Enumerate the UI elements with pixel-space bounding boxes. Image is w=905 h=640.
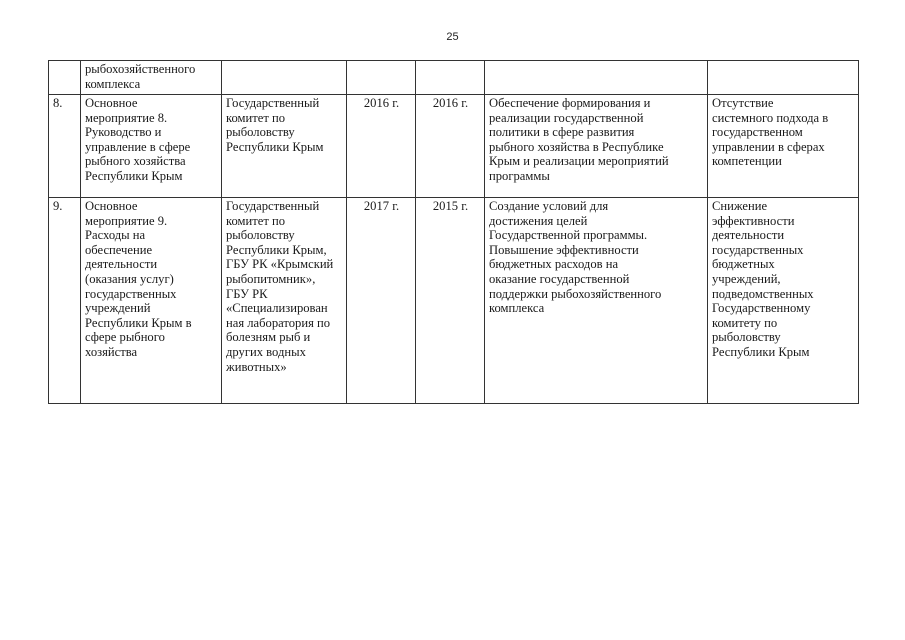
event-name-cell-line: Республики Крым в: [85, 315, 192, 330]
consequence-cell-line: бюджетных: [712, 257, 775, 272]
event-name-cell-line: Основное: [85, 96, 138, 110]
executor-cell-line: Республики Крым,: [226, 242, 327, 257]
event-name-cell-line: комплекса: [85, 76, 141, 91]
executor-cell-line: ная лаборатория по: [226, 315, 331, 330]
event-name-cell-line: сфере рыбного: [85, 330, 165, 345]
executor-cell-line: Государственный: [226, 96, 320, 110]
row-number-cell: 8.: [49, 95, 81, 198]
consequence-cell-line: компетенции: [712, 154, 782, 169]
executor-cell-line: рыболовству: [226, 228, 295, 243]
row-number-cell: [49, 61, 81, 95]
consequence-cell-line: Отсутствие: [712, 96, 774, 110]
consequence-cell: [708, 61, 859, 95]
executor-cell-line: ГБУ РК «Крымский: [226, 257, 334, 272]
executor-cell-line: рыбопитомник»,: [226, 271, 316, 286]
event-name-cell-line: Основное: [85, 199, 138, 213]
event-name-cell-line: (оказания услуг): [85, 271, 174, 286]
expected-result-cell: [485, 61, 708, 95]
event-name-cell-line: Республики Крым: [85, 168, 183, 183]
executor-cell-line: Государственный: [226, 199, 320, 213]
consequence-cell-line: государственном: [712, 125, 803, 140]
event-name-cell: [81, 95, 222, 198]
expected-result-cell-line: реализации государственной: [489, 110, 644, 125]
consequence-cell-line: государственных: [712, 242, 804, 257]
expected-result-cell: [485, 95, 708, 198]
expected-result-cell-line: Крым и реализации мероприятий: [489, 154, 669, 169]
expected-result-cell-line: оказание государственной: [489, 271, 630, 286]
consequence-cell-line: подведомственных: [712, 286, 814, 301]
start-year-cell: [347, 61, 416, 95]
executor-cell-line: рыболовству: [226, 125, 295, 140]
executor-cell-line: Республики Крым: [226, 139, 324, 154]
expected-result-cell-line: достижения целей: [489, 213, 588, 228]
consequence-cell-line: Республики Крым: [712, 344, 810, 359]
expected-result-cell-line: программы: [489, 168, 550, 183]
consequence-cell-line: комитету по: [712, 315, 778, 330]
row-number-cell: 9.: [49, 198, 81, 404]
expected-result-cell-line: политики в сфере развития: [489, 125, 635, 140]
table-row-9: [49, 198, 859, 404]
consequence-cell-line: учреждений,: [712, 271, 781, 286]
executor-cell-line: «Специализирован: [226, 301, 328, 316]
event-name-cell-line: мероприятие 8.: [85, 110, 168, 125]
consequence-cell-line: деятельности: [712, 228, 785, 243]
table-row-8: [49, 95, 859, 198]
event-name-cell-line: обеспечение: [85, 242, 153, 257]
expected-result-cell: [485, 198, 708, 404]
consequence-cell-line: Снижение: [712, 199, 768, 213]
executor-cell-line: ГБУ РК: [226, 286, 268, 301]
consequence-cell-line: системного подхода в: [712, 110, 829, 125]
expected-result-cell-line: поддержки рыбохозяйственного: [489, 286, 662, 301]
consequence-cell: [708, 95, 859, 198]
page-number: 25: [446, 31, 459, 43]
expected-result-cell-line: Государственной программы.: [489, 228, 648, 243]
consequence-cell-line: управлении в сферах: [712, 139, 825, 154]
executor-cell-line: болезням рыб и: [226, 330, 311, 345]
executor-cell-line: животных»: [226, 359, 287, 374]
event-name-cell-line: рыбного хозяйства: [85, 154, 186, 169]
event-name-cell-line: деятельности: [85, 257, 158, 272]
table-row-continued: [49, 61, 859, 95]
expected-result-cell-line: рыбного хозяйства в Республике: [489, 139, 664, 154]
executor-cell: [222, 198, 347, 404]
event-name-cell-line: хозяйства: [85, 344, 138, 359]
expected-result-cell-line: комплекса: [489, 301, 545, 316]
expected-result-cell-line: Повышение эффективности: [489, 242, 639, 257]
start-year-cell: 2017 г.: [347, 198, 416, 404]
end-year-cell: [416, 61, 485, 95]
program-events-table: [48, 60, 859, 404]
event-name-cell: [81, 61, 222, 95]
event-name-cell-line: учреждений: [85, 301, 151, 316]
end-year-cell: 2015 г.: [416, 198, 485, 404]
start-year-cell: 2016 г.: [347, 95, 416, 198]
executor-cell-line: других водных: [226, 344, 306, 359]
consequence-cell-line: Государственному: [712, 301, 811, 316]
event-name-cell-line: управление в сфере: [85, 139, 191, 154]
event-name-cell-line: мероприятие 9.: [85, 213, 168, 228]
event-name-cell-line: государственных: [85, 286, 177, 301]
consequence-cell: [708, 198, 859, 404]
expected-result-cell-line: Создание условий для: [489, 199, 609, 213]
executor-cell: [222, 95, 347, 198]
executor-cell-line: комитет по: [226, 213, 286, 228]
expected-result-cell-line: бюджетных расходов на: [489, 257, 619, 272]
end-year-cell: 2016 г.: [416, 95, 485, 198]
consequence-cell-line: рыболовству: [712, 330, 781, 345]
executor-cell: [222, 61, 347, 95]
expected-result-cell-line: Обеспечение формирования и: [489, 96, 651, 110]
event-name-cell-line: Руководство и: [85, 125, 162, 140]
event-name-cell: [81, 198, 222, 404]
consequence-cell-line: эффективности: [712, 213, 795, 228]
executor-cell-line: комитет по: [226, 110, 286, 125]
event-name-cell-line: Расходы на: [85, 228, 146, 243]
event-name-cell-line: рыбохозяйственного: [85, 62, 196, 76]
